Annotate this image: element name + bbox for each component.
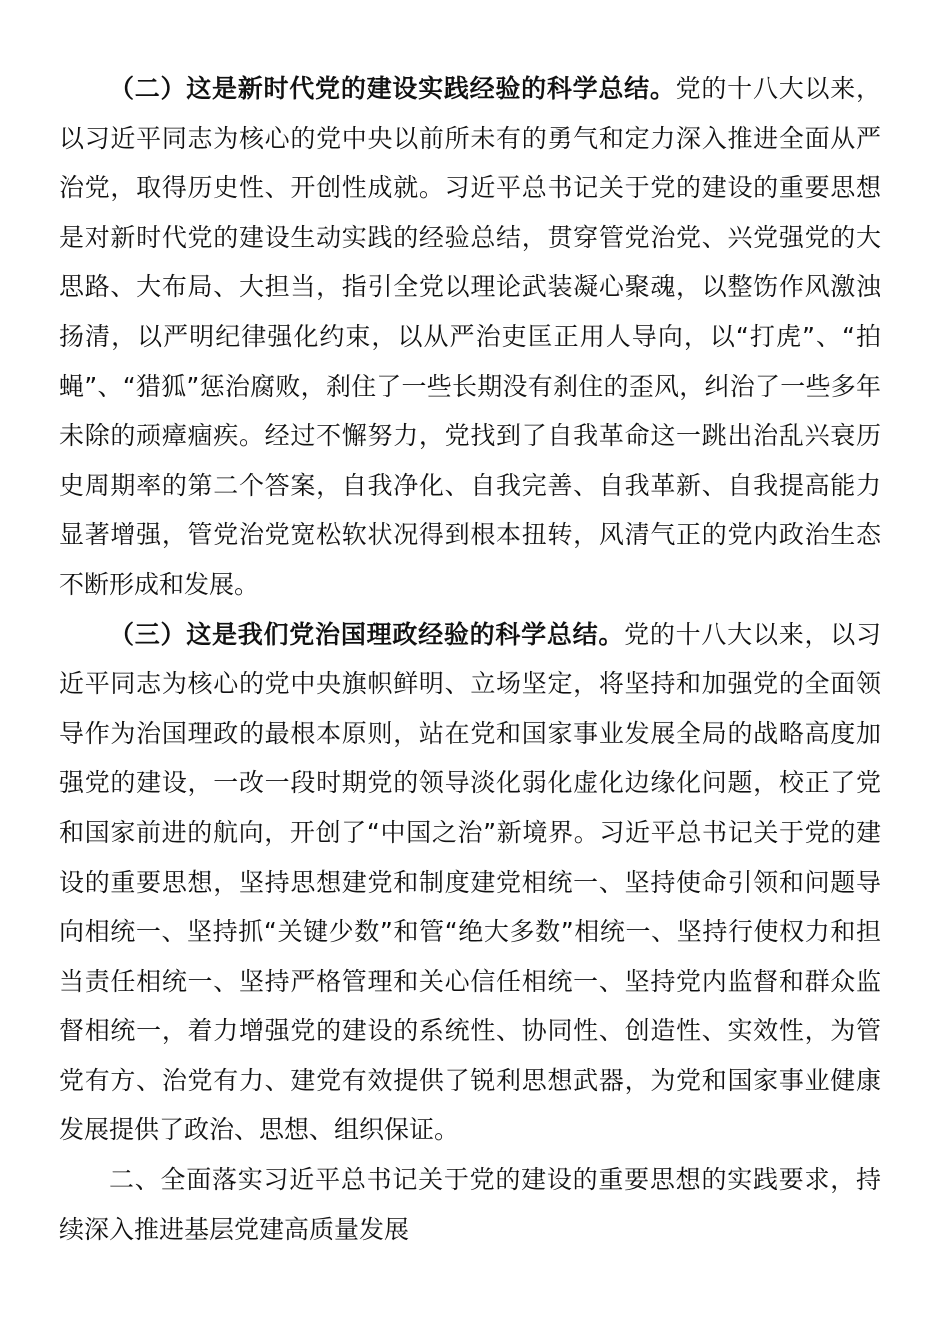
section-heading: 二、全面落实习近平总书记关于党的建设的重要思想的实践要求，持续深入推进基层党建高质量发展 <box>59 1165 881 1244</box>
paragraph-2 <box>59 64 881 610</box>
paragraph-3-lead: （三）这是我们党治国理政经验的科学总结。 <box>109 619 625 649</box>
paragraph-2-lead: （二）这是新时代党的建设实践经验的科学总结。 <box>109 74 676 103</box>
paragraph-2-body: 党的十八大以来，以习近平同志为核心的党中央以前所未有的勇气和定力深入推进全面从严治党，取得历史性、开创性成就。习近平总书记关于党的建设的重要思想是对新时代党的建设生动实践的经验总结，贯穿管党治党、兴党强党的大思路、大布局、大担当，指引全党以理论武装凝心聚魂，以整饬作风激浊扬清，以严明纪律强化约束，以从严治吏匡正用人导向，以“打虎”、“拍蝇”、“猎狐”惩治腐败，刹住了一些长期没有刹住的歪风，纠治了一些多年未除的顽瘴痼疾。经过不懈努力，党找到了自我革命这一跳出治乱兴衰历史周期率的第二个答案，自我净化、自我完善、自我革新、自我提高能力显著增强，管党治党宽松软状况得到根本扭转，风清气正的党内政治生态不断形成和发展。 <box>59 74 881 599</box>
paragraph-3-body: 党的十八大以来，以习近平同志为核心的党中央旗帜鲜明、立场坚定，将坚持和加强党的全面领导作为治国理政的最根本原则，站在党和国家事业发展全局的战略高度加强党的建设，一改一段时期党的领导淡化弱化虚化边缘化问题，校正了党和国家前进的航向，开创了“中国之治”新境界。习近平总书记关于党的建设的重要思想，坚持思想建党和制度建党相统一、坚持使命引领和问题导向相统一、坚持抓“关键少数”和管“绝大多数”相统一、坚持行使权力和担当责任相统一、坚持严格管理和关心信任相统一、坚持党内监督和群众监督相统一，着力增强党的建设的系统性、协同性、创造性、实效性，为管党有方、治党有力、建党有效提供了锐利思想武器，为党和国家事业健康发展提供了政治、思想、组织保证。 <box>59 619 881 1145</box>
document-page <box>59 64 881 1254</box>
paragraph-3 <box>59 610 881 1156</box>
